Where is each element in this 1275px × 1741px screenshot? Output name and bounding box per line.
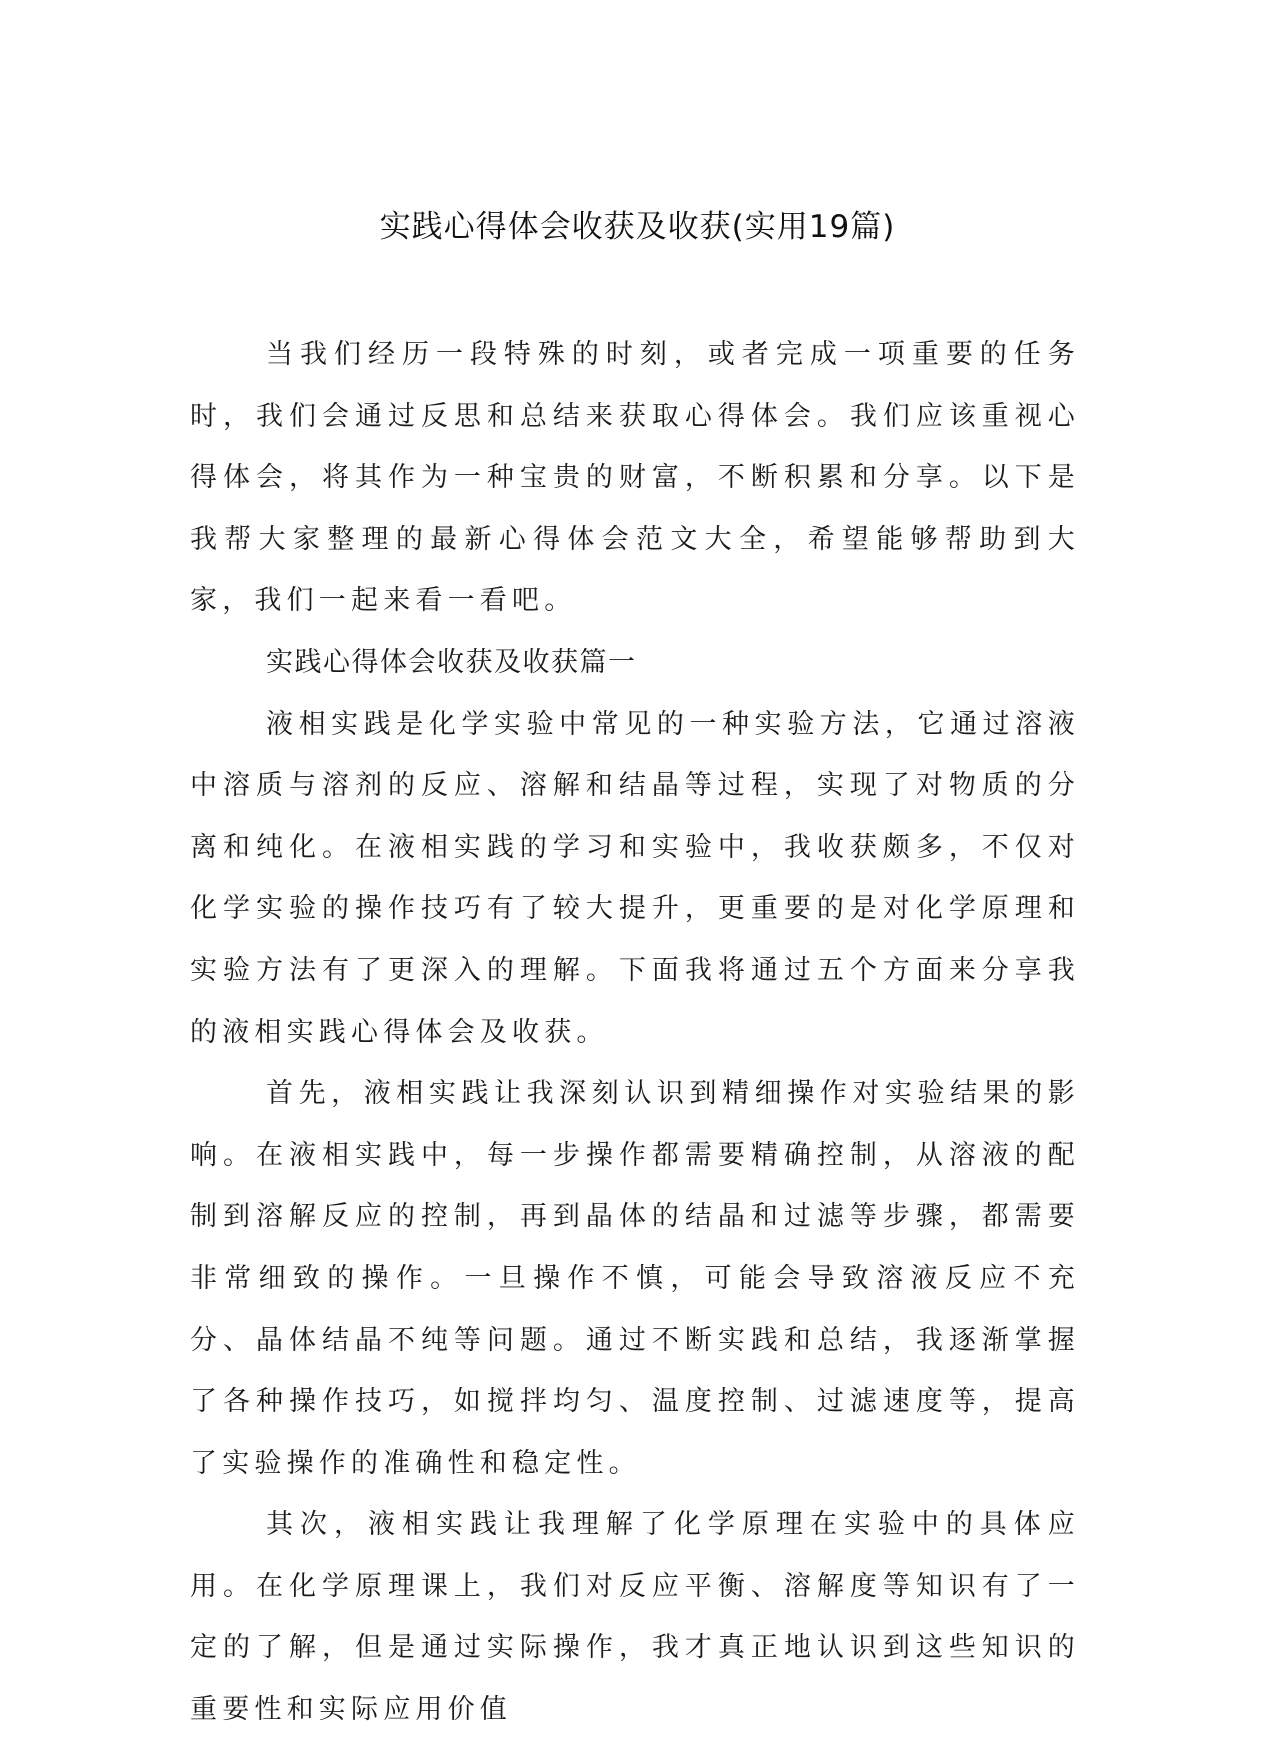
document-title: 实践心得体会收获及收获(实用19篇) [379, 209, 896, 245]
body-paragraph: 液相实践是化学实验中常见的一种实验方法，它通过溶液中溶质与溶剂的反应、溶解和结晶等过程，实现了对物质的分离和纯化。在液相实践的学习和实验中，我收获颇多，不仅对化学实验的操作技巧有了较大提升，更重要的是对化学原理和实验方法有了更深入的理解。下面我将通过五个方面来分享我的液相实践心得体会及收获。 [190, 708, 1080, 1048]
body-paragraph: 其次，液相实践让我理解了化学原理在实验中的具体应用。在化学原理课上，我们对反应平衡、溶解度等知识有了一定的了解，但是通过实际操作，我才真正地认识到这些知识的重要性和实际应用价值 [190, 1509, 1080, 1726]
section-heading: 实践心得体会收获及收获篇一 [266, 646, 637, 678]
document-body [190, 324, 1080, 1741]
intro-paragraph: 当我们经历一段特殊的时刻，或者完成一项重要的任务时，我们会通过反思和总结来获取心得体会。我们应该重视心得体会，将其作为一种宝贵的财富，不断积累和分享。以下是我帮大家整理的最新心得体会范文大全，希望能够帮助到大家，我们一起来看一看吧。 [190, 339, 1080, 617]
body-paragraph: 首先，液相实践让我深刻认识到精细操作对实验结果的影响。在液相实践中，每一步操作都需要精确控制，从溶液的配制到溶解反应的控制，再到晶体的结晶和过滤等步骤，都需要非常细致的操作。一旦操作不慎，可能会导致溶液反应不充分、晶体结晶不纯等问题。通过不断实践和总结，我逐渐掌握了各种操作技巧，如搅拌均匀、温度控制、过滤速度等，提高了实验操作的准确性和稳定性。 [190, 1078, 1080, 1479]
